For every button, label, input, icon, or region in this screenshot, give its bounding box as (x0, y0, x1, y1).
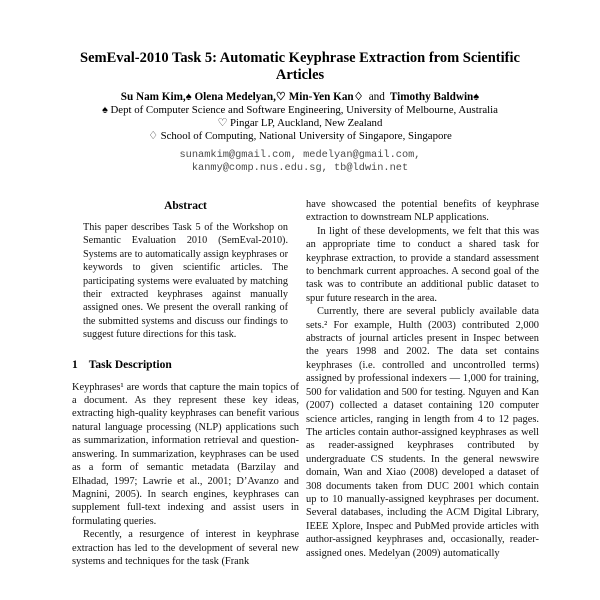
author-group-2: Timothy Baldwin♠ (389, 91, 480, 103)
paragraph-task-description-2: Recently, a resurgence of interest in keyphrase extraction has led to the development of several new systems and techniques for the task (Frank (72, 529, 299, 567)
section-1-heading (72, 359, 299, 371)
section-title: Task Description (88, 358, 172, 371)
author-connector: and (368, 91, 385, 103)
author-group-1: Su Nam Kim,♠ Olena Medelyan,♡ Min-Yen Kan♢ (120, 91, 364, 103)
paper-header (0, 50, 600, 175)
affiliation-pingar: ♡ Pingar LP, Auckland, New Zealand (217, 117, 383, 129)
paragraph-right-3: Currently, there are several publicly available data sets.² For example, Hulth (2003) contributed 2,000 abstracts of journal articles present in Inspec between the years 1998 and 2002. The data set contains keyphrases (i.e. controlled and uncontrolled terms) assigned by professional indexers — 1,000 for training, 500 for validation and 500 for testing. Nguyen and Kan (2007) collected a dataset containing 120 computer science articles, ranging in length from 4 to 12 pages. The articles contain author-assigned keyphrases as well as reader-assigned keyphrases contributed by undergraduate CS students. In the general newswire domain, Wan and Xiao (2008) developed a dataset of 308 documents taken from DUC 2001 which contain up to 10 manually-assigned keyphrases per document. Several databases, including the ACM Digital Library, IEEE Xplore, Inspec and PubMed provide articles with author-assigned keyphrases and, occasionally, reader-assigned ones. Medelyan (2009) automatically (306, 306, 539, 559)
email-line-2: kanmy@comp.nus.edu.sg, tb@ldwin.net (191, 162, 409, 174)
paper-title: SemEval-2010 Task 5: Automatic Keyphrase Extraction from Scientific Articles (80, 50, 520, 83)
paragraph-task-description-1: Keyphrases¹ are words that capture the main topics of a document. As they represent these key ideas, extracting high-quality keyphrases can benefit various natural language processing (NLP) applications such as summarization, information retrieval and question-answering. In summarization, keyphrases can be used as a form of semantic metadata (Barzilay and Elhadad, 1997; Lawrie et al., 2001; D’Avanzo and Magnini, 2005). In search engines, keyphrases can supplement full-text indexing and assist users in formulating queries. (72, 381, 299, 527)
abstract-heading: Abstract (164, 200, 207, 212)
abstract-text: This paper describes Task 5 of the Workshop on Semantic Evaluation 2010 (SemEval-2010). Systems are to automatically assign keyphrases or keywords to given scientific articles. The participating systems were evaluated by matching their extracted keyphrases against manually assigned ones. We present the overall ranking of the submitted systems and discuss our findings to suggest future directions for this task. (83, 222, 288, 341)
paragraph-right-2: In light of these developments, we felt that this was an appropriate time to conduct a shared task for keyphrase extraction, to provide a standard assessment to benchmark current approaches. A second goal of the task was to contribute an additional public dataset to spur future research in the area. (306, 225, 539, 304)
affiliation-melbourne: ♠ Dept of Computer Science and Software Engineering, University of Melbourne, Australia (102, 104, 498, 116)
author-line (0, 91, 600, 104)
right-column (306, 198, 539, 600)
left-column (72, 198, 299, 600)
email-line-1: sunamkim@gmail.com, medelyan@gmail.com, (179, 149, 421, 161)
section-number: 1 (72, 358, 78, 371)
affiliation-singapore: ♢ School of Computing, National University of Singapore, Singapore (148, 130, 452, 142)
paragraph-right-1: have showcased the potential benefits of keyphrase extraction to downstream NLP applications. (306, 199, 539, 224)
